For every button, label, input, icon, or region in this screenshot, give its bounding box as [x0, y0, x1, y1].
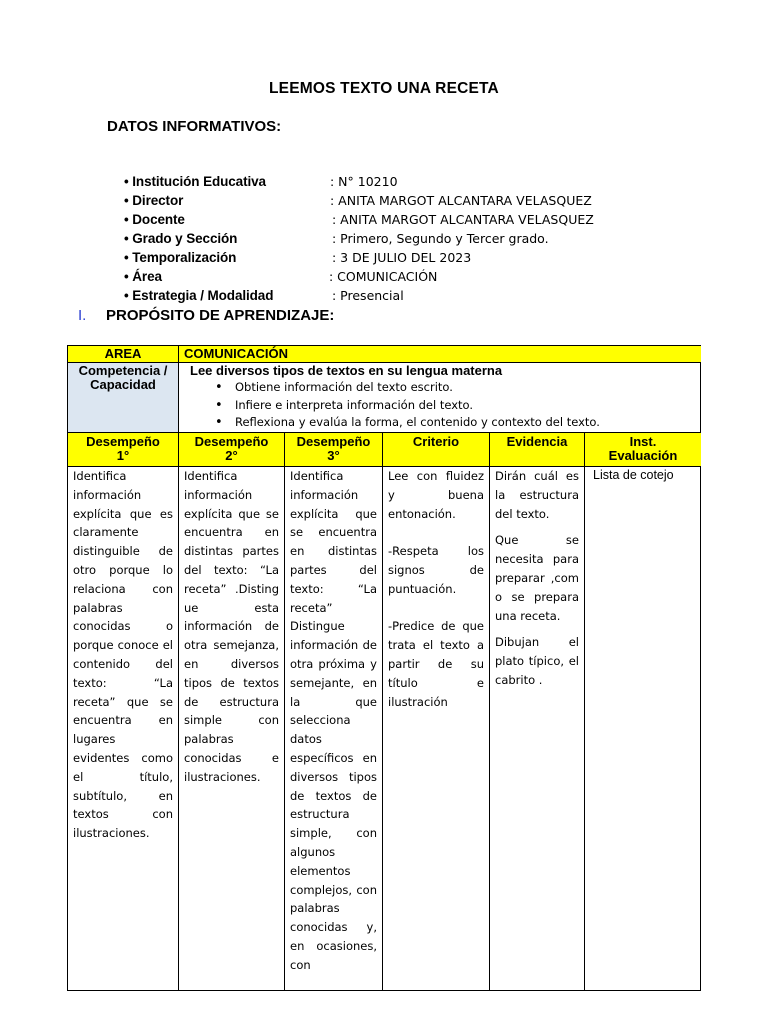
header-line: Desempeño	[296, 434, 371, 449]
info-label: • Institución Educativa	[124, 174, 266, 189]
info-label: • Director	[124, 193, 184, 208]
header-criterio	[383, 433, 490, 467]
header-line: Desempeño	[86, 434, 160, 449]
competencia-label-line2: Capacidad	[90, 377, 156, 392]
capacidad-item: • Reflexiona y evalúa la forma, el contenido y contexto del texto.	[179, 414, 701, 432]
proposito-label: PROPÓSITO DE APRENDIZAJE:	[106, 307, 335, 324]
header-line: 2°	[225, 448, 238, 463]
capacidad-item: • Obtiene información del texto escrito.	[179, 379, 701, 397]
info-value: : 3 DE JULIO DEL 2023	[332, 250, 472, 265]
criterio-text: -Respeta los signos de puntuación.	[388, 544, 484, 596]
instrumento-text: Lista de cotejo	[593, 468, 674, 482]
desempeno-3-cell	[285, 467, 383, 990]
criterio-text: -Predice de que trata el texto a partir de su título e ilustración	[388, 619, 484, 709]
desempeno-3-text: Identifica información explícita que se encuentra en distintas partes del texto: “La receta” Distingue información de otra próxima y semejante, en la que selecciona datos específicos en diversos tipos de textos de estructura simple, con algunos elementos complejos, con palabras conocidas y, en ocasiones, con	[290, 469, 377, 972]
desempeno-2-cell	[179, 467, 285, 990]
datos-heading: DATOS INFORMATIVOS:	[107, 118, 282, 135]
info-label: • Docente	[124, 212, 185, 227]
criterio-text: Lee con fluidez y buena entonación.	[388, 469, 484, 521]
competencia-title: Lee diversos tipos de textos en su lengua materna	[190, 363, 503, 378]
header-line: 3°	[327, 448, 340, 463]
evidencia-cell	[490, 467, 585, 990]
capacidad-item: • Infiere e interpreta información del texto.	[179, 397, 701, 415]
header-line: Desempeño	[194, 434, 269, 449]
capacidades-list	[179, 379, 701, 432]
evidencia-text: Dibujan el plato típico, el cabrito .	[495, 635, 579, 687]
info-label: • Área	[124, 269, 162, 284]
header-line: Criterio	[412, 434, 460, 449]
learning-table	[67, 345, 701, 991]
competencia-label-cell	[68, 363, 179, 433]
instrumento-cell	[585, 467, 701, 990]
evidencia-text: Dirán cuál es la estructura del texto.	[495, 469, 579, 521]
info-value: : Primero, Segundo y Tercer grado.	[332, 231, 549, 246]
desempeno-1-text: Identifica información explícita que es claramente distinguible de otro porque lo relaciona con palabras conocidas o porque conoce el contenido del texto: “La receta” que se encuentra en lugares evidentes como el título, subtítulo, en textos con ilustraciones.	[73, 469, 173, 841]
document-title: LEEMOS TEXTO UNA RECETA	[269, 80, 499, 97]
info-value: : ANITA MARGOT ALCANTARA VELASQUEZ	[330, 193, 592, 208]
info-label: • Temporalización	[124, 250, 237, 265]
header-line: Evaluación	[608, 448, 678, 463]
header-line: 1°	[116, 448, 130, 463]
area-value-cell	[179, 346, 701, 363]
area-value: COMUNICACIÓN	[184, 346, 288, 361]
header-line: Evidencia	[506, 434, 568, 449]
area-label: AREA	[104, 346, 142, 361]
proposito-number: I.	[78, 307, 87, 324]
info-value: : Presencial	[332, 288, 404, 303]
criterio-cell	[383, 467, 490, 990]
info-value: : N° 10210	[330, 174, 398, 189]
desempeno-2-text: Identifica información explícita que se encuentra en distintas partes del texto: “La receta” .Disting ue esta información de otra semejanza, en diversos tipos de textos de estructura simple con palabras conocidas e ilustraciones.	[184, 469, 279, 784]
proposito-heading	[78, 307, 334, 324]
competencia-label-line1: Competencia /	[78, 363, 168, 378]
header-line: Inst.	[629, 434, 657, 449]
info-label: • Estrategia / Modalidad	[124, 288, 274, 303]
desempeno-1-cell	[68, 467, 179, 990]
header-desempeno-2	[179, 433, 285, 467]
info-value: : ANITA MARGOT ALCANTARA VELASQUEZ	[332, 212, 594, 227]
info-value: : COMUNICACIÓN	[329, 269, 438, 284]
evidencia-text: Que se necesita para preparar ,com o se prepara una receta.	[495, 533, 579, 623]
area-label-cell	[68, 346, 179, 363]
info-label: • Grado y Sección	[124, 231, 238, 246]
header-desempeno-3	[285, 433, 383, 467]
header-evidencia	[490, 433, 585, 467]
header-desempeno-1	[68, 433, 179, 467]
competencia-content-cell	[179, 363, 701, 433]
header-instrumento	[585, 433, 701, 467]
